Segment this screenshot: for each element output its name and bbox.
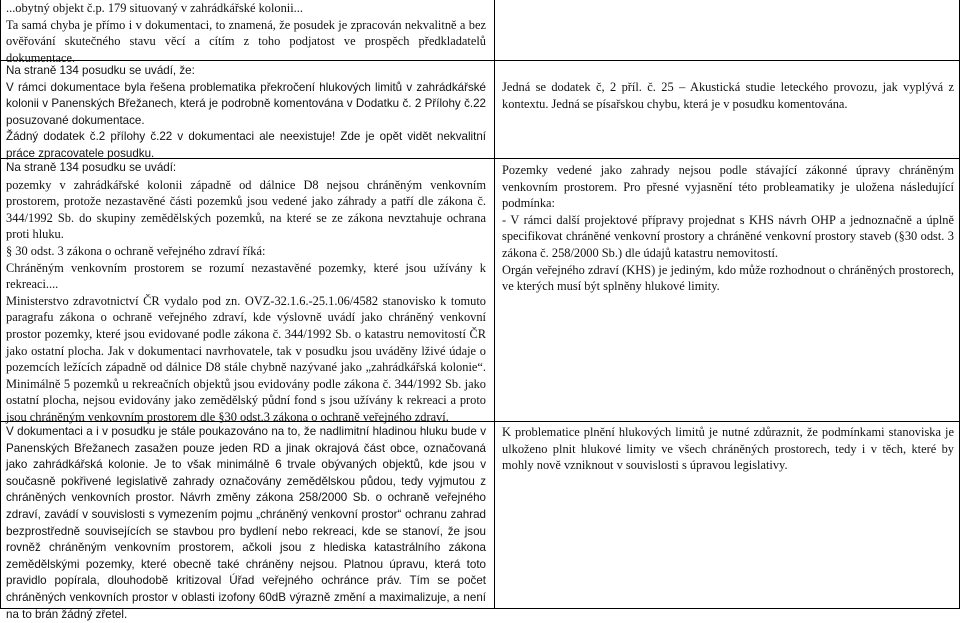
response-3-line-1: Pozemky vedené jako zahrady nejsou podle stávající zákonné úpravy chráněným venkovním prostorem. Pro přesné vyjasnění této probleamatiky je uložena následující podmínka:	[502, 163, 954, 211]
response-cell-4	[502, 424, 954, 474]
response-3-line-3: Orgán veřejného zdraví (KHS) je jediným, kdo může rozhodnout o chráněných prostorech, ve kterých musí být splněny hlukové limity.	[502, 262, 954, 294]
comment-3-line-1: Na straně 134 posudku se uvádí:	[6, 161, 177, 174]
comment-3-line-5: Ministerstvo zdravotnictví ČR vydalo pod zn. OVZ-32.1.6.-25.1.06/4582 stanovisko k tomuto paragrafu zákona o ochraně veřejného zdraví, kde výslovně uvádí jako chráněný venkovní prostor pozemky, které jsou evidované podle zákona č. 344/1992 Sb. o katastru nemovitostí ČR jako ostatní plocha. Jak v dokumentaci navrhovatele, tak v posudku jsou uváděny lživé údaje o pozemcích ležících západně od dálnice D8 stále chybně nazývané jako „zahrádkářská kolonie“. Minimálně 5 pozemků u rekreačních objektů jsou evidovány podle zákona č. 344/1992 Sb. jako ostatní plocha, nejsou evidovány jako zemědělský půdní fond s jsou užívány k rekreaci a proto jsou chráněným venkovním prostorem dle §30 odst.3 zákona o ochraně veřejného zdraví.	[6, 293, 486, 424]
comment-3-line-2: pozemky v zahrádkářské kolonii západně od dálnice D8 nejsou chráněným venkovním prostorem, protože nezastavěné části pozemků jsou vedené jako záhrady a patří dle zákona č. 344/1992 Sb. do skupiny zemědělských pozemků, na které se ze zákona nevztahuje ochrana proti hluku.	[6, 177, 486, 242]
comment-cell-3	[6, 160, 486, 426]
comment-2-line-1: Na straně 134 posudku se uvádí, že:	[6, 64, 195, 77]
comment-cell-1	[6, 0, 486, 66]
comment-cell-2	[6, 63, 486, 163]
comment-cell-4	[6, 424, 486, 623]
comment-1-line-2: Ta samá chyba je přímo i v dokumentaci, to znamená, že posudek je zpracován nekvalitně a bez ověřování skutečného stavu věcí a cítím z toho podjatost ve prospěch předkladatelů dokumentace.	[6, 17, 486, 65]
response-4-line-1: K problematice plnění hlukových limitů je nutné zdůraznit, že podmínkami stanoviska je ulkoženo plnit hlukové limity ve všech chráněných prostorech, tedy i v těch, které by mohly nově vzniknout v souvislosti s úpravou legislativy.	[502, 425, 954, 473]
comment-1-line-1: ...obytný objekt č.p. 179 situovaný v zahrádkářské kolonii...	[6, 1, 303, 15]
response-3-line-2: - V rámci další projektové přípravy projednat s KHS návrh OHP a jednoznačně a úplně specifikovat chráněné venkovní prostory a chráněné venkovní prostory staveb (§30 odst. 3 zákona č. 258/2000 Sb.) dle údajů katastru nemovitostí.	[502, 212, 954, 260]
comment-4-line-1: V dokumentaci a i v posudku je stále poukazováno na to, že nadlimitní hladinou hluku bude v Panenských Břežanech zasažen pouze jeden RD a jinak okrajová část obce, označovaná jako zahrádkářská kolonie. Je to však minimálně 6 trvale obývaných objektů, kde jsou v současně pokřivené legislativě zahrady označovány zemědělskou půdou, tedy vyjmutou z chráněných venkovních prostor. Návrh změny zákona 258/2000 Sb. o ochraně veřejného zdraví, zavádí v souvislosti s vymezením pojmu „chráněný venkovní prostor“ ochranu zahrad bezprostředně souvisejících se stavbou pro bydlení nebo rekreaci, kde se stanoví, že jsou rovněž chráněným venkovním prostorem, ačkoli jsou z hlediska katastrálního zákona zemědělskými pozemky, které obecně také chráněny nejsou. Platnou úpravu, která toto pravidlo popírala, dlouhodobě kritizoval Úřad veřejného ochránce práv. Tím se počet chráněných venkovních prostor v oblasti izofony 60dB výrazně změní a maximalizuje, a není na to brán žádný zřetel.	[6, 425, 486, 621]
comment-2-line-3: Žádný dodatek č.2 přílohy č.22 v dokumentaci ale neexistuje! Zde je opět vidět nekvalitní práce zpracovatele posudku.	[6, 130, 486, 160]
response-cell-3	[502, 162, 954, 295]
response-2-line-1: Jedná se dodatek č, 2 příl. č. 25 – Akustická studie leteckého provozu, jak vyplývá z kontextu. Jedná se písařskou chybu, která je v posudku komentována.	[502, 80, 954, 111]
table-border-left	[0, 0, 1, 609]
comment-2-line-2: V rámci dokumentace byla řešena problematika překročení hlukových limitů v zahrádkářské kolonii v Panenských Břežanech, která je podrobně komentována v Dodatku č. 2 Přílohy č.22 posuzované dokumentace.	[6, 80, 486, 127]
comment-3-line-3: § 30 odst. 3 zákona o ochraně veřejného zdraví říká:	[6, 243, 266, 258]
response-cell-2	[502, 79, 954, 112]
column-divider	[494, 0, 495, 609]
comment-3-line-4: Chráněným venkovním prostorem se rozumí nezastavěné pozemky, které jsou užívány k rekreaci....	[6, 260, 486, 292]
